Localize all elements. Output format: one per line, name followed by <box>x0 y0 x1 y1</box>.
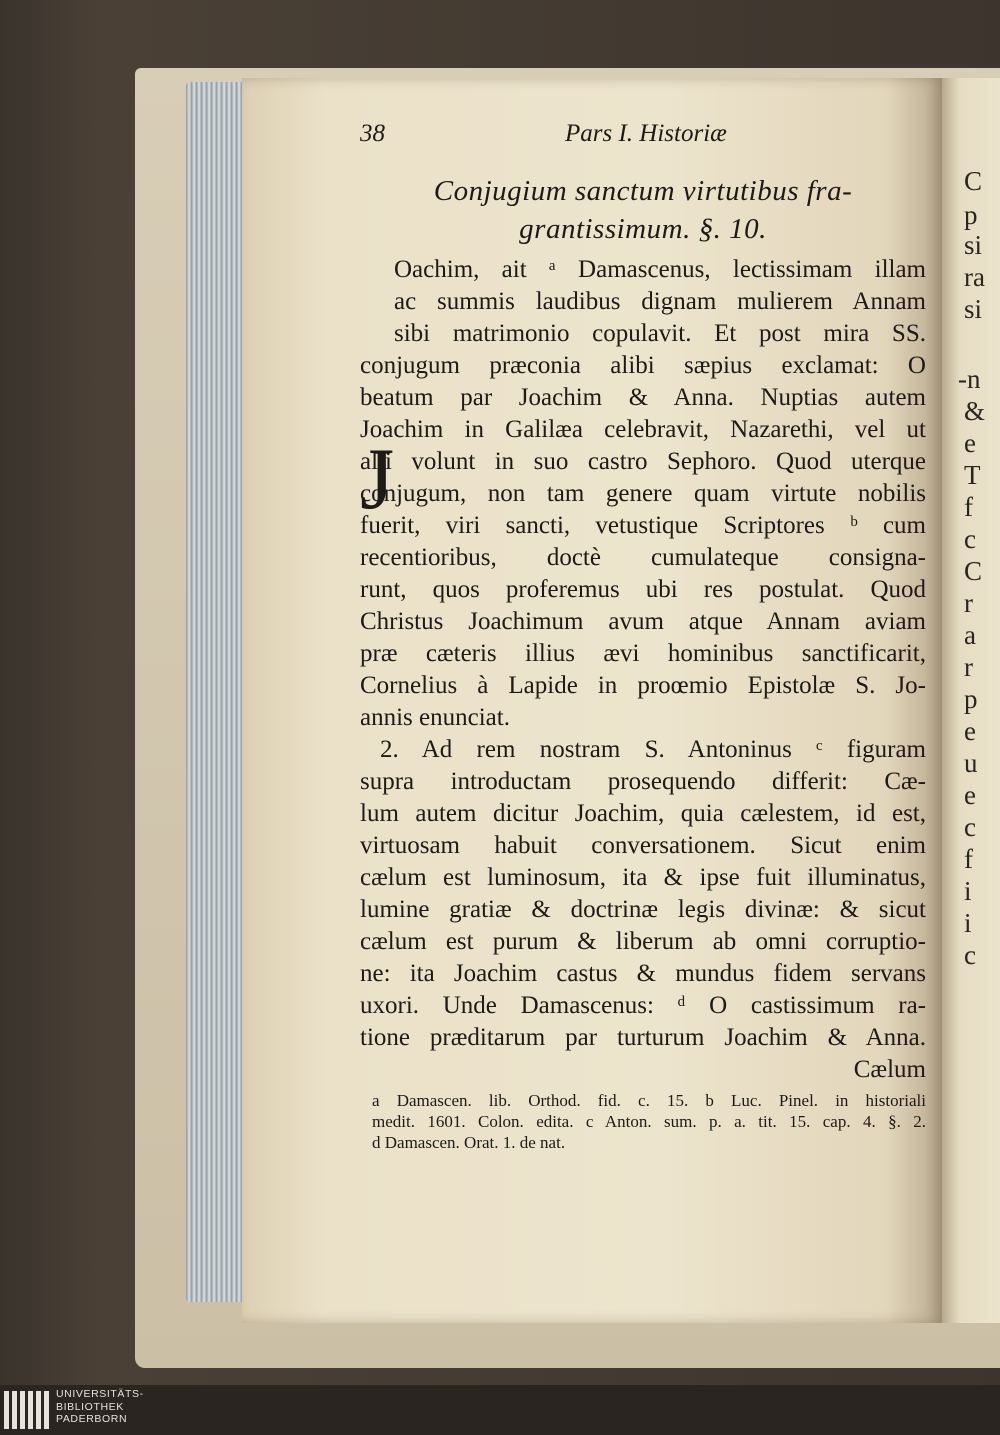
text-line: runt, quos proferemus ubi res postulat. Quod <box>360 576 926 603</box>
text-line: tione præditarum par turturum Joachim & Anna. <box>360 1024 926 1051</box>
text-line: virtuosam habuit conversationem. Sicut enim <box>360 832 926 859</box>
facing-letter: c <box>964 524 976 554</box>
text-line: supra introductam prosequendo differit: Cæ- <box>360 768 926 795</box>
facing-letter: p <box>964 200 978 230</box>
facing-letter: si <box>964 230 983 260</box>
library-footer-bar <box>0 1385 1000 1435</box>
text-line: cælum est purum & liberum ab omni corruptio- <box>360 928 926 955</box>
text-line: præ cæteris illius ævi hominibus sanctificarit, <box>360 640 926 667</box>
facing-letter: f <box>964 492 973 522</box>
text-line: Joachim in Galilæa celebravit, Nazarethi, vel ut <box>360 416 926 443</box>
text-line: recentioribus, doctè cumulateque consigna- <box>360 544 926 571</box>
library-logo-icon <box>4 1391 50 1429</box>
chapter-title <box>360 172 926 248</box>
text-line: lumine gratiæ & doctrinæ legis divinæ: & sicut <box>360 896 926 923</box>
catchword: Cælum <box>853 1056 926 1083</box>
facing-letter: si <box>964 294 983 324</box>
facing-letter: -n <box>958 364 981 394</box>
text-line: conjugum præconia alibi sæpius exclamat: O <box>360 352 926 379</box>
facing-letter: f <box>964 844 973 874</box>
text-line: Cornelius à Lapide in proœmio Epistolæ S. Jo- <box>360 672 926 699</box>
page-number: 38 <box>360 120 385 147</box>
facing-letter: a <box>964 620 976 650</box>
library-name-line: PADERBORN <box>56 1413 128 1425</box>
text-line: fuerit, viri sancti, vetustique Scriptores ᵇ cum <box>360 512 926 539</box>
footnote-line: medit. 1601. Colon. edita. c Anton. sum. p. a. tit. 15. cap. 4. §. 2. <box>372 1112 926 1131</box>
text-line: ne: ita Joachim castus & mundus fidem servans <box>360 960 926 987</box>
running-title: Pars I. Historiæ <box>565 120 727 147</box>
text-line: alii volunt in suo castro Sephoro. Quod uterque <box>360 448 926 475</box>
facing-letter: p <box>964 684 978 714</box>
footnotes <box>360 1090 926 1153</box>
facing-letter: i <box>964 908 972 938</box>
text-line: uxori. Unde Damascenus: ᵈ O castissimum ra- <box>360 992 926 1019</box>
facing-letter: r <box>964 588 973 618</box>
text-line: cælum est luminosum, ita & ipse fuit illuminatus, <box>360 864 926 891</box>
text-line: Oachim, ait ᵃ Damascenus, lectissimam illam <box>394 256 926 283</box>
running-head <box>360 110 926 154</box>
library-name-line: BIBLIOTHEK <box>56 1400 124 1413</box>
footnote-line: a Damascen. lib. Orthod. fid. c. 15. b Luc. Pinel. in historiali <box>372 1091 926 1110</box>
drop-capital: J <box>360 431 395 528</box>
facing-letter: e <box>964 428 976 458</box>
facing-letter: r <box>964 652 973 682</box>
page-edges <box>186 82 248 1302</box>
library-name <box>56 1388 144 1426</box>
chapter-title-line: grantissimum. §. 10. <box>519 213 767 245</box>
facing-letter: & <box>964 396 986 426</box>
text-line: conjugum, non tam genere quam virtute nobilis <box>360 480 926 507</box>
text-line: annis enunciat. <box>360 704 510 731</box>
text-line: Christus Joachimum avum atque Annam aviam <box>360 608 926 635</box>
facing-letter: c <box>964 940 976 970</box>
facing-letter: c <box>964 812 976 842</box>
text-line: 2. Ad rem nostram S. Antoninus ᶜ figuram <box>380 736 926 763</box>
text-line: lum autem dicitur Joachim, quia cælestem, id est, <box>360 800 926 827</box>
body-text <box>360 254 926 1054</box>
facing-letter: u <box>964 748 978 778</box>
footnote-line: d Damascen. Orat. 1. de nat. <box>372 1133 566 1152</box>
page-text <box>360 110 926 1153</box>
text-line: sibi matrimonio copulavit. Et post mira SS. <box>394 320 926 347</box>
facing-letter: i <box>964 876 972 906</box>
facing-letter: e <box>964 716 976 746</box>
facing-letter: T <box>964 460 981 490</box>
chapter-title-line: Conjugium sanctum virtutibus fra- <box>433 175 853 207</box>
facing-letter: e <box>964 780 976 810</box>
text-line: beatum par Joachim & Anna. Nuptias autem <box>360 384 926 411</box>
library-name-line: UNIVERSITÄTS- <box>56 1388 144 1400</box>
facing-letter: C <box>964 556 983 586</box>
text-line: ac summis laudibus dignam mulierem Annam <box>394 288 926 315</box>
facing-letter: C <box>964 166 983 196</box>
facing-page-fragment <box>942 78 1000 1323</box>
facing-letter: ra <box>964 262 985 292</box>
